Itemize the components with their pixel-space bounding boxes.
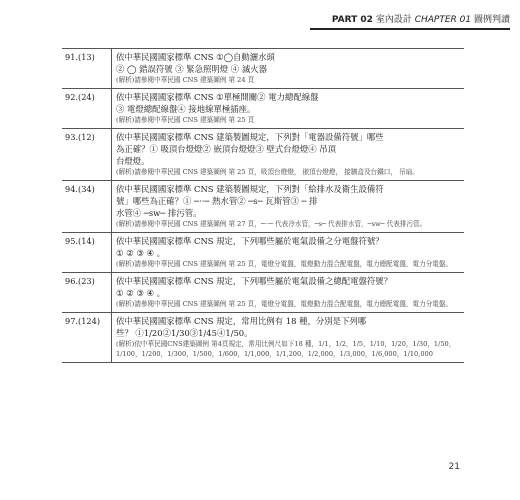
question-table bbox=[62, 48, 464, 363]
question-row bbox=[62, 89, 464, 129]
answer-explanation: (解析)請參閱中華民國 CNS 建築圖例 第 24 頁 bbox=[116, 76, 255, 84]
answer-explanation: (解析)請參閱中華民國 CNS 建築圖例 第 25 頁，電燈分電盤，電燈動力混合配電盤，電力總配電盤，電力分電盤。 bbox=[116, 300, 453, 308]
question-text-line: 依中華民國國家標準 CNS 規定，下列哪些屬於電氣設備之總配電盤符號？ bbox=[116, 276, 393, 286]
answer-explanation: (解析)請參閱中華民國 CNS 建築圖例 第 25 頁，吸頂台燈燈， 嵌頂台燈燈， 接牆盒及台鐵口， 吊扇。 bbox=[116, 168, 419, 176]
question-text-line: ② ◯ 錯誤符號 ③ 緊急照明燈 ④ 滅火器 bbox=[116, 64, 267, 74]
question-text-line: 些？ ①1/20②1/30③1/45④1/50。 bbox=[116, 328, 253, 338]
question-row bbox=[62, 181, 464, 233]
question-text-line: 水管④ ─sw─ 排污管。 bbox=[116, 208, 202, 218]
question-text-line: 依中華民國國家標準 CNS 規定，常用比例有 18 種，分別是下列哪 bbox=[116, 316, 367, 326]
question-body bbox=[112, 129, 464, 180]
question-number: 93.(12) bbox=[62, 129, 112, 180]
answer-explanation: (解析)請參閱中華民國 CNS 建築圖例 第 25 頁 bbox=[116, 116, 255, 124]
header-chapter-title: 圖例判讀 bbox=[473, 15, 510, 25]
question-row bbox=[62, 233, 464, 273]
question-row bbox=[62, 129, 464, 181]
question-text-line: 台燈燈。 bbox=[116, 156, 150, 166]
answer-explanation: (解析)依中華民國CNS建築圖例 第4頁規定，常用比例尺如下18 種，1/1，1/2，1/5，1/10，1/20，1/30，1/50，1/100，1/200，1/300，1/500，1/600，1/1,000，1/1,200，1/2,000，1/3,000，1/6,000，1/10,000 bbox=[116, 340, 456, 358]
answer-explanation: (解析)請參閱中華民國 CNS 建築圖例 第 27 頁，─··─ 代表冷水管，─s─ 代表排水管，─sw─ 代表排污管。 bbox=[116, 220, 427, 228]
header-chapter: CHAPTER 01 bbox=[414, 15, 472, 25]
question-text-line: 依中華民國國家標準 CNS 規定，下列哪些屬於電氣設備之分電盤符號？ bbox=[116, 236, 384, 246]
question-number: 94.(34) bbox=[62, 181, 112, 232]
question-text-line: 依中華民國國家標準 CNS 建築製圖規定，下列對「電器設備符號」哪些 bbox=[116, 132, 384, 142]
question-body bbox=[112, 233, 464, 272]
question-text-line: ① ② ③ ④ 。 bbox=[116, 288, 166, 298]
question-body bbox=[112, 313, 464, 362]
page-header bbox=[300, 12, 510, 28]
question-body bbox=[112, 273, 464, 312]
question-text-line: 為正確？① 吸頂台燈燈② 嵌頂台燈燈③ 壁式台燈燈④ 吊頂 bbox=[116, 144, 337, 154]
question-text-line: ③ 電燈總配線盤④ 接地線單極插座。 bbox=[116, 104, 256, 114]
question-number: 91.(13) bbox=[62, 49, 112, 88]
question-text-line: ① ② ③ ④ 。 bbox=[116, 248, 166, 258]
page-number: 21 bbox=[448, 462, 460, 472]
question-number: 92.(24) bbox=[62, 89, 112, 128]
question-row bbox=[62, 273, 464, 313]
question-body bbox=[112, 181, 464, 232]
header-part: PART 02 bbox=[331, 15, 373, 25]
header-rule bbox=[310, 28, 510, 30]
question-text-line: 依中華民國國家標準 CNS ①◯自動灑水頭 bbox=[116, 52, 275, 62]
question-number: 96.(23) bbox=[62, 273, 112, 312]
question-body bbox=[112, 49, 464, 88]
question-text-line: 依中華民國國家標準 CNS 建築製圖規定，下列對「給排水及衛生設備符 bbox=[116, 184, 384, 194]
question-text-line: 號」哪些為正確？① ─··─ 熱水管② ─s─ 瓦斯管③ ─ 排 bbox=[116, 196, 318, 206]
answer-explanation: (解析)請參閱中華民國 CNS 建築圖例 第 25 頁，電燈分電盤，電燈動力混合配電盤，電力總配電盤，電力分電盤。 bbox=[116, 260, 453, 268]
header-label bbox=[332, 12, 510, 25]
question-number: 95.(14) bbox=[62, 233, 112, 272]
question-row bbox=[62, 49, 464, 89]
header-subject: 室內設計 bbox=[375, 15, 412, 25]
question-row bbox=[62, 313, 464, 363]
question-number: 97.(124) bbox=[62, 313, 112, 362]
question-body bbox=[112, 89, 464, 128]
question-text-line: 依中華民國國家標準 CNS ①單極開關② 電力總配線盤 bbox=[116, 92, 319, 102]
